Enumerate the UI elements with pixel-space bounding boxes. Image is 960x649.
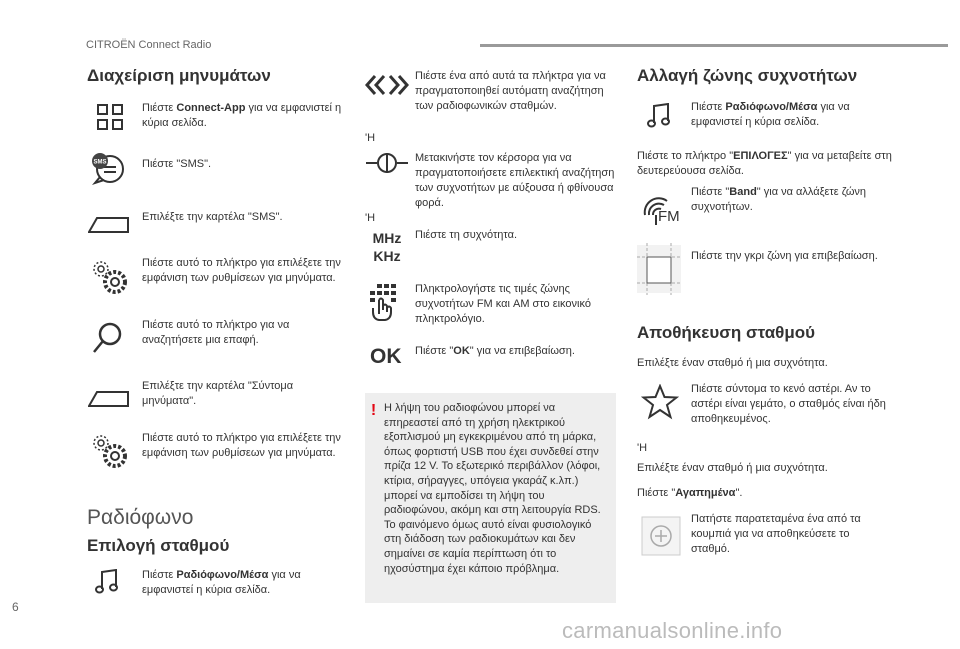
music-note-icon xyxy=(95,569,119,595)
change-band-step-radio: Πιέστε Ραδιόφωνο/Μέσα για να εμφανιστεί η κύρια σελίδα. xyxy=(691,101,850,128)
section-heading-messages: Διαχείριση μηνυμάτων xyxy=(87,66,271,85)
khz-label: KHz xyxy=(373,248,401,264)
header-rule xyxy=(480,44,948,47)
plus-square-icon xyxy=(641,516,681,556)
settings-gears-icon xyxy=(90,258,130,296)
messages-step-connect-app: Πιέστε Connect-App για να εμφανιστεί η κύρια σελίδα. xyxy=(142,102,342,129)
or-label: 'Η xyxy=(365,212,376,224)
fm-label: FM xyxy=(658,208,680,225)
page-number: 6 xyxy=(12,600,19,614)
warning-text: Η λήψη του ραδιοφώνου μπορεί να επηρεαστεί από τη χρήση ηλεκτρικού εξοπλισμού μη εγκεκριμένου από τη μάρκα, όπως φορτιστή USB που έχει συνδεθεί στην πρίζα 12 V. Το εξωτερικό περιβάλλον (λόφοι, κτίρια, σήραγγες, υπόγεια γκαράζ κ.λπ.) μπορεί να εμποδίσει τη λήψη του ραδιοφώνου, ακόμη και στη λειτουργία RDS. Το φαινόμενο όμως αυτό είναι φυσιολογικό στη διάδοση των ραδιοκυμάτων και δεν σημαίνει σε καμία περίπτωση ότι το ηχοσύστημα έχει κάποιο πρόβλημα. xyxy=(384,402,601,575)
slider-cursor-icon xyxy=(365,152,409,174)
messages-step-settings: Πιέστε αυτό το πλήκτρο για επιλέξετε την εμφάνιση των ρυθμίσεων για μηνύματα. xyxy=(142,257,341,284)
frequency-description: Πιέστε τη συχνότητα. xyxy=(415,229,518,241)
seek-description: Πιέστε ένα από αυτά τα πλήκτρα για να πραγματοποιηθεί αυτόματη αναζήτηση των ραδιοφωνικών σταθμών. xyxy=(415,70,606,112)
tab-shape-icon xyxy=(88,214,130,234)
slider-description: Μετακινήστε τον κέρσορα για να πραγματοποιήσετε επιλεκτική αναζήτηση των συχνοτήτων με αύξουσα ή φθίνουσα φορά. xyxy=(415,152,615,209)
sms-bubble-icon xyxy=(90,152,126,186)
keypad-hand-icon xyxy=(367,282,403,322)
warning-icon: ! xyxy=(370,402,377,419)
messages-step-sms-tab: Επιλέξτε την καρτέλα "SMS". xyxy=(142,211,283,223)
svg-text:SMS: SMS xyxy=(93,159,107,166)
or-label: 'Η xyxy=(365,132,376,144)
messages-step-sms: Πιέστε "SMS". xyxy=(142,158,212,170)
change-band-step-confirm: Πιέστε την γκρι ζώνη για επιβεβαίωση. xyxy=(691,250,878,262)
seek-arrows-icon xyxy=(365,74,409,96)
select-station-step-radio: Πιέστε Ραδιόφωνο/Μέσα για να εμφανιστεί η κύρια σελίδα. xyxy=(142,569,301,596)
save-station-favourites-line: Πιέστε "Αγαπημένα". xyxy=(637,487,743,499)
chapter-title-radio: Ραδιόφωνο xyxy=(87,506,194,529)
star-outline-icon xyxy=(641,384,679,420)
header-title: CITROËN Connect Radio xyxy=(86,39,212,51)
change-band-step-band: Πιέστε "Band" για να αλλάξετε ζώνη συχνοτήτων. xyxy=(691,186,867,213)
settings-gears-icon xyxy=(90,432,130,470)
apps-grid-icon xyxy=(97,104,123,130)
section-heading-save-station: Αποθήκευση σταθμού xyxy=(637,323,816,342)
save-station-step-long-press: Πατήστε παρατεταμένα ένα από τα κουμπιά για να αποθηκεύσετε το σταθμό. xyxy=(691,513,861,555)
music-note-icon xyxy=(647,103,671,129)
keypad-description: Πληκτρολογήστε τις τιμές ζώνης συχνοτήτων FM και AM στο εικονικό πληκτρολόγιο. xyxy=(415,283,591,325)
mhz-khz-icon xyxy=(367,229,407,265)
ok-button-icon: OK xyxy=(370,345,402,368)
messages-step-short-messages-tab: Επιλέξτε την καρτέλα "Σύντομα μηνύματα". xyxy=(142,380,294,407)
messages-step-settings-2: Πιέστε αυτό το πλήκτρο για επιλέξετε την εμφάνιση των ρυθμίσεων για μηνύματα. xyxy=(142,432,341,459)
section-heading-select-station: Επιλογή σταθμού xyxy=(87,536,230,555)
mhz-label: MHz xyxy=(372,230,402,246)
tab-shape-icon xyxy=(88,388,130,408)
search-magnifier-icon xyxy=(90,321,124,355)
watermark: carmanualsonline.info xyxy=(562,618,783,643)
change-band-options-line: Πιέστε το πλήκτρο "ΕΠΙΛΟΓΕΣ" για να μεταβείτε στη δευτερεύουσα σελίδα. xyxy=(637,150,892,177)
or-label: 'Η xyxy=(637,442,648,454)
messages-step-search-contact: Πιέστε αυτό το πλήκτρο για να αναζητήσετε μια επαφή. xyxy=(142,319,290,346)
section-heading-change-band: Αλλαγή ζώνης συχνοτήτων xyxy=(637,66,858,85)
save-station-step-star: Πιέστε σύντομα το κενό αστέρι. Αν το αστέρι είναι γεμάτο, ο σταθμός είναι ήδη αποθηκευμένος. xyxy=(691,383,886,425)
save-station-select-line-2: Επιλέξτε έναν σταθμό ή μια συχνότητα. xyxy=(637,462,828,474)
fm-antenna-icon xyxy=(641,193,681,227)
grey-zone-icon xyxy=(637,243,681,295)
save-station-select-line: Επιλέξτε έναν σταθμό ή μια συχνότητα. xyxy=(637,357,828,369)
ok-description: Πιέστε "OK" για να επιβεβαίωση. xyxy=(415,345,575,357)
